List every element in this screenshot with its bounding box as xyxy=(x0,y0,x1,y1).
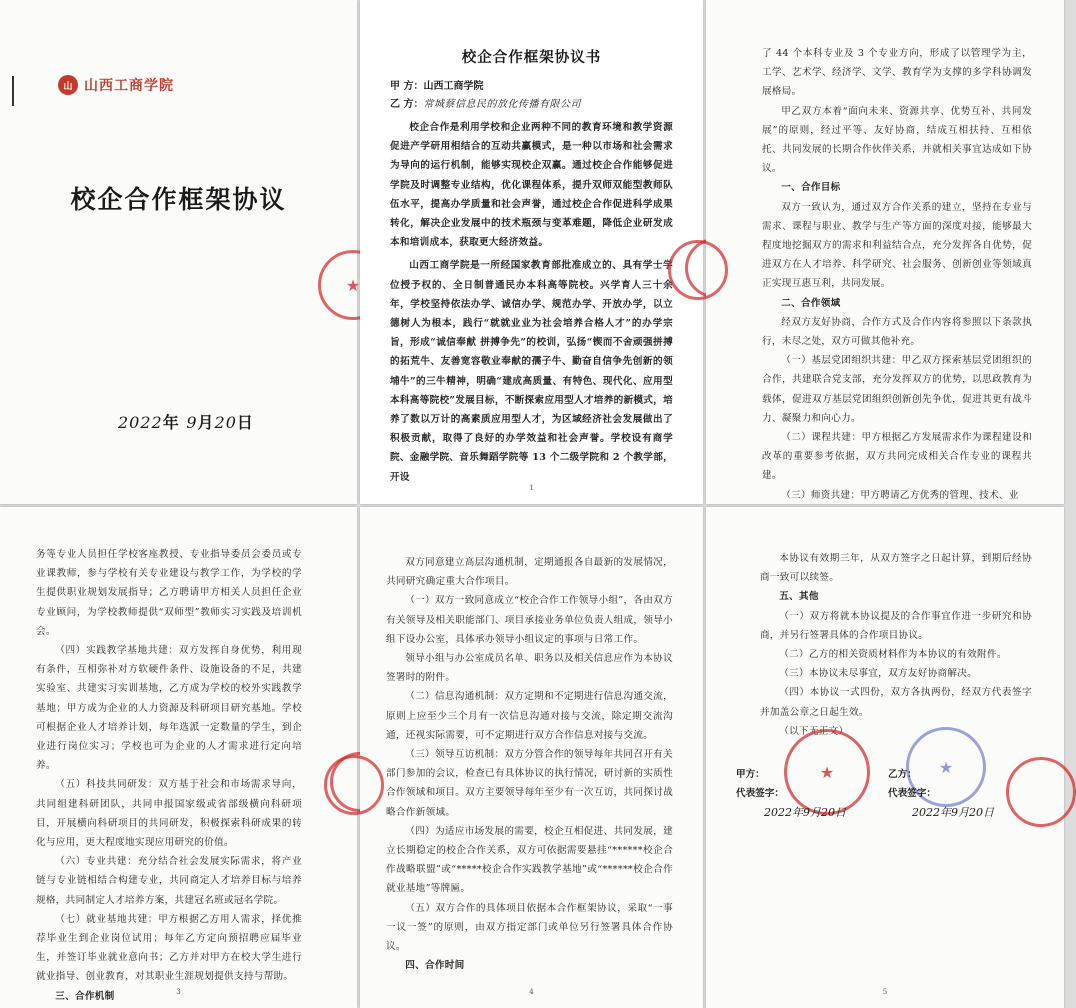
page-number: 1 xyxy=(529,484,534,492)
page-5-body xyxy=(760,549,1032,741)
paragraph: （五）科技共同研发：双方基于社会和市场需求导向，共同组建科研团队，共同申报国家级或省部级横向科研项目，开展横向科研项目的共同研发，积极探索科研成果的转化与应用，更大程度地实现应用研究的价值。 xyxy=(36,779,302,849)
party-b-name: 常城蔡信息民的放化传播有限公司 xyxy=(423,99,581,110)
page-3-body xyxy=(36,545,302,1006)
paragraph: （四）为适应市场发展的需要，校企互相促进、共同发展，建立长期稳定的校企合作关系，双方可依据需要悬挂“******校企合作战略联盟”或“*****校企合作实践教学基地”或“******校企合作就业基地”等牌匾。 xyxy=(386,825,673,895)
party-a-label: 甲 方： xyxy=(390,81,424,92)
paragraph: （六）专业共建：充分结合社会发展实际需求，将产业链与专业链相结合构建专业，共同商定人才培养目标与培养规格，共同制定人才培养方案，共建冠名班或冠名学院。 xyxy=(36,856,302,906)
paragraph: （四）本协议一式四份，双方各执两份，经双方代表签字并加盖公章之日起生效。 xyxy=(760,687,1032,718)
paragraph: （二）课程共建：甲方根据乙方发展需求作为课程建设和改革的重要参考依据，双方共同完成相关合作专业的课程共建。 xyxy=(762,432,1032,482)
paragraph: （二）乙方的相关资质材料作为本协议的有效附件。 xyxy=(779,649,1007,661)
perforation-seal-partial xyxy=(324,755,384,815)
cover-date-day: 20 xyxy=(214,413,237,432)
paragraph: 经双方友好协商，合作方式及合作内容将参照以下条款执行，未尽之处，双方可做其他补充。 xyxy=(762,316,1032,348)
party-b xyxy=(390,96,581,114)
section-heading-time: 四、合作时间 xyxy=(405,960,465,972)
page-1-body xyxy=(390,118,673,487)
paragraph: 本协议有效期三年，从双方签字之日起计算，到期后经协商一致可以续签。 xyxy=(760,553,1032,584)
paragraph: （三）本协议未尽事宜，双方友好协商解决。 xyxy=(779,668,978,680)
party-a-sign-date: 2022年9月20日 xyxy=(764,806,846,819)
party-a-sign-label: 甲方： xyxy=(736,769,765,780)
cover-date-month: 9 xyxy=(186,413,198,432)
paragraph: 了 44 个本科专业及 3 个专业方向，形成了以管理学为主，工学、艺术学、经济学、文学、教育学为支撑的多学科协调发展格局。 xyxy=(762,48,1032,98)
page-number: 3 xyxy=(176,988,181,996)
paragraph: （四）实践教学基地共建：双方发挥自身优势，利用现有条件，互相弥补对方软硬件条件、设施设备的不足，共建实验室、共建实习实训基地，乙方成为学校的校外实践教学基地；甲方成为企业的人力资源及科研项目研究基地。学校可根据企业人才培养计划，每年选派一定数量的学生，到企业进行岗位实习；学校也可为企业的人才需求进行定向培养。 xyxy=(36,645,302,772)
page-1 xyxy=(360,0,703,504)
school-logo xyxy=(58,75,174,95)
cover-date-nian: 年 xyxy=(162,413,180,432)
section-heading-other: 五、其他 xyxy=(779,591,819,603)
party-b-sign-date: 2022年9月20日 xyxy=(912,806,994,819)
page-3 xyxy=(0,507,357,1008)
paragraph: （七）就业基地共建：甲方根据乙方用人需求，择优推荐毕业生到企业岗位试用；每年乙方定向预招聘应届毕业生，并签订毕业就业意向书；乙方并对甲方在校大学生进行就业指导、创业教育，对其职业生涯规划提供支持与帮助。 xyxy=(36,913,302,983)
seal-star-icon: ★ xyxy=(938,757,954,777)
party-a-name: 山西工商学院 xyxy=(423,81,484,92)
paragraph: 双方一致认为，通过双方合作关系的建立，坚持在专业与需求、课程与职业、教学与生产等方面的深度对接，能够最大程度地挖掘双方的需求和利益结合点，充分发挥各自优势，促进双方在人才培养、科学研究、社会服务、创新创业等领域真正实现互惠互利，共同发展。 xyxy=(762,201,1032,290)
paragraph: （二）信息沟通机制：双方定期和不定期进行信息沟通交流，原则上应至少三个月有一次信息沟通对接与交流，除定期交流沟通，还视实际需要，可不定期进行双方合作信息对接与交流。 xyxy=(386,691,673,741)
paragraph: （一）双方一致同意成立“校企合作工作领导小组”，各由双方有关领导及相关职能部门、项目承接业务单位负责人组成，领导小组下设办公室，具体承办领导小组议定的事项与日常工作。 xyxy=(386,595,673,645)
party-a-signature-block xyxy=(736,762,846,822)
party-b-label: 乙 方： xyxy=(390,99,424,110)
perforation-seal-partial xyxy=(668,240,728,300)
cover-date-yue: 月 xyxy=(197,413,215,432)
page-5 xyxy=(706,507,1064,1008)
page-number: 4 xyxy=(529,988,534,996)
party-a xyxy=(390,78,483,96)
section-heading-goals: 一、合作目标 xyxy=(781,182,841,194)
paragraph: （一）双方将就本协议提及的合作事宜作进一步研究和协商，并另行签署具体的合作项目协议。 xyxy=(760,610,1032,641)
section-heading-mechanism: 三、合作机制 xyxy=(55,990,115,1002)
party-b-rep-label: 代表签字： xyxy=(888,788,936,799)
page-2 xyxy=(706,0,1064,504)
party-b-sign-label: 乙方： xyxy=(888,769,917,780)
paragraph: 务等专业人员担任学校客座教授、专业指导委员会委员或专业课教师，参与学校有关专业建设与教学工作，为学校的学生提供职业规划发展指导；乙方聘请甲方相关人员担任企业专业顾问，为学校教师提供“双师型”教师实习实践及培训机会。 xyxy=(36,549,302,637)
school-emblem-icon: 山 xyxy=(58,75,78,95)
cover-date xyxy=(118,410,254,433)
section-heading-fields: 二、合作领域 xyxy=(781,297,841,309)
page-4 xyxy=(360,507,703,1008)
binding-mark xyxy=(12,76,14,106)
paragraph: 双方同意建立高层沟通机制，定期通报各自最新的发展情况，共同研究确定重大合作项目。 xyxy=(386,557,673,588)
seal-star-icon: ★ xyxy=(819,762,835,782)
page-cover xyxy=(0,0,361,504)
cover-date-year: 2022 xyxy=(118,413,163,432)
paragraph: （一）基层党团组织共建：甲乙双方探索基层党团组织的合作，共建联合党支部，充分发挥双方的优势，以思政教育为载体，促进双方基层党团组织创新创先争优，促进其更有战斗力、凝聚力和向心力。 xyxy=(762,355,1032,424)
party-b-signature-block xyxy=(888,765,994,822)
party-a-rep-label: 代表签字： xyxy=(736,788,784,799)
school-logo-text: 山西工商学院 xyxy=(84,78,174,94)
paragraph: 领导小组与办公室成员名单、职务以及相关信息应作为本协议签署时的附件。 xyxy=(386,653,673,684)
cover-date-ri: 日 xyxy=(236,413,254,432)
paragraph: （三）领导互访机制：双方分管合作的领导每年共同召开有关部门参加的会议，检查已有具体协议的执行情况，研讨新的实质性合作领域和项目。双方主要领导每年至少有一次互访，共同探讨战略合作新领域。 xyxy=(386,749,673,818)
school-intro-paragraph: 山西工商学院是一所经国家教育部批准成立的、具有学士学位授予权的、全日制普通民办本科高等院校。兴学育人三十余年，学校坚持依法办学、诚信办学、规范办学、开放办学，以立德树人为根本，践行“就就业业为社会培养合格人才”的办学宗旨，形成“诚信奉献 拼搏争先”的校训，弘扬“锲而不舍顽强拼搏的拓荒牛、友善宽容敬业奉献的孺子牛、勤奋自信争先创新的领埔牛”的三牛精神，明确“建成高质量、有特色、现代化、应用型本科高等院校”发展目标，不断探索应用型人才培养的新模式，培养了数以万计的高素质应用型人才，为区域经济社会发展做出了积极贡献，取得了良好的办学效益和社会声誉。学校设有商学院、金融学院、音乐舞蹈学院等 13 个二级学院和 2 个教学部，开设 xyxy=(390,260,673,483)
agreement-title: 校企合作框架协议书 xyxy=(461,49,602,66)
perforation-seal-partial xyxy=(1006,757,1076,827)
seal-star-icon: ★ xyxy=(345,275,361,295)
paragraph: （以下无正文） xyxy=(779,725,849,737)
page-2-body xyxy=(762,44,1032,505)
paragraph: （五）双方合作的具体项目依据本合作框架协议，采取“一事一议一签”的原则，由双方指定部门或单位另行签署具体合作协议。 xyxy=(386,902,673,953)
cover-title: 校企合作框架协议 xyxy=(70,185,287,214)
paragraph: （三）师资共建：甲方聘请乙方优秀的管理、技术、业 xyxy=(781,489,1019,501)
paragraph: 甲乙双方本着“面向未来、资源共享、优势互补、共同发展”的原则，经过平等、友好协商，结成互相扶持、互相依托、共同发展的长期合作伙伴关系，并就相关事宜达成如下协议。 xyxy=(762,105,1032,175)
intro-paragraph: 校企合作是利用学校和企业两种不同的教育环境和教学资源促进产学研用相结合的互动共赢模式，是一种以市场和社会需求为导向的运行机制，能够实现校企双赢。通过校企合作能够促进学院及时调整专业结构，优化课程体系，提升双师双能型教师队伍水平，提高办学质量和社会声誉，通过校企合作促进科学成果转化，解决企业发展中的技术瓶颈与变革难题，降低企业研发成本和培训成本，获取更大经济效益。 xyxy=(390,122,673,249)
page-number: 5 xyxy=(882,988,888,996)
page-4-body xyxy=(386,553,673,975)
